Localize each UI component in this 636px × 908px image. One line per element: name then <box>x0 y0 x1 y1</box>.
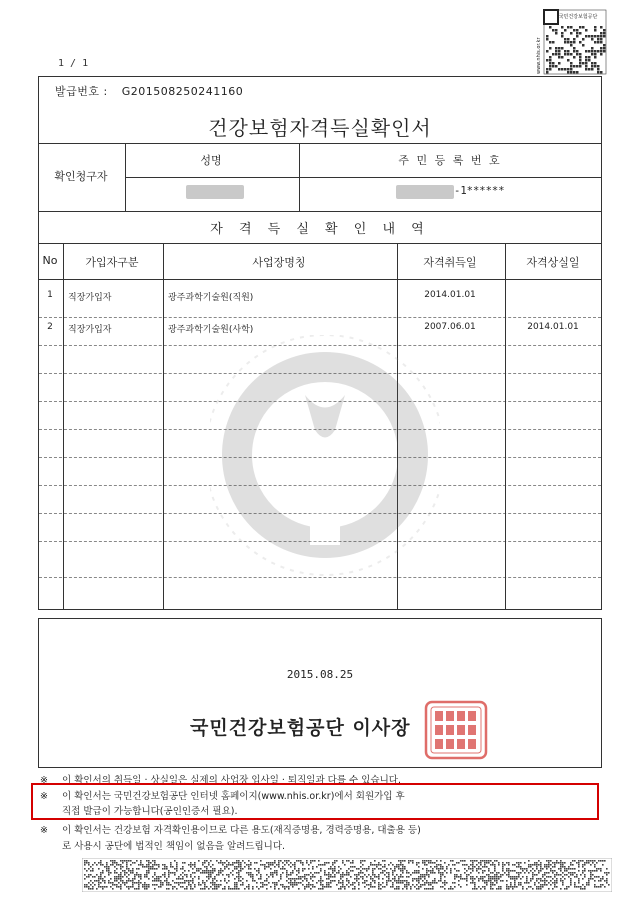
row2-company: 광주과학기술원(사학) <box>168 325 254 335</box>
col-header-no: No <box>42 254 58 267</box>
highlight-box <box>31 783 599 820</box>
note-3 <box>40 822 421 836</box>
signature-box <box>38 618 602 768</box>
document-title: 건강보험자격득실확인서 <box>208 116 432 140</box>
row2-no: 2 <box>47 322 53 332</box>
row1-no: 1 <box>47 290 53 300</box>
page-number: 1 / 1 <box>58 58 89 69</box>
qr-caption: 국민건강보험공단 <box>558 14 598 20</box>
col-header-lost: 자격상실일 <box>526 256 580 269</box>
official-seal <box>420 700 492 760</box>
col-header-company: 사업장명칭 <box>252 256 306 269</box>
qr-url: www.nhis.or.kr <box>536 37 542 74</box>
note-2-mark: ※ <box>40 791 48 802</box>
document-barcode <box>82 858 612 892</box>
rrn-value: -1****** <box>454 185 505 197</box>
note-3-text-line1: 이 확인서는 건강보험 자격확인용이므로 다른 용도(재직증명용, 경력증명용, 대출용 등) <box>62 825 421 836</box>
rrn-header: 주 민 등 록 번 호 <box>398 154 502 167</box>
row1-company: 광주과학기술원(직원) <box>168 293 254 303</box>
requester-label: 확인청구자 <box>54 170 108 183</box>
issue-number-label: 발급번호 : <box>55 85 108 98</box>
issue-number-value: G201508250241160 <box>121 85 244 98</box>
row2-acquired: 2007.06.01 <box>424 322 476 332</box>
col-header-acquired: 자격취득일 <box>423 256 477 269</box>
redacted-rrn <box>396 185 454 199</box>
note-3-mark: ※ <box>40 825 48 836</box>
note-2-line2: 직접 발급이 가능합니다(공인인증서 필요). <box>62 806 238 817</box>
row2-lost: 2014.01.01 <box>527 322 579 332</box>
row1-type: 직장가입자 <box>68 293 112 303</box>
issue-date: 2015.08.25 <box>286 668 354 681</box>
verification-code <box>530 8 608 76</box>
section-title: 자 격 득 실 확 인 내 역 <box>210 222 430 237</box>
note-2-text-line1: 이 확인서는 국민건강보험공단 인터넷 홈페이지(www.nhis.or.kr)에서 회원가입 후 <box>62 791 405 802</box>
redacted-name <box>186 185 244 199</box>
row2-type: 직장가입자 <box>68 325 112 335</box>
row1-acquired: 2014.01.01 <box>424 290 476 300</box>
note-1-mark: ※ <box>40 775 48 786</box>
name-header: 성명 <box>200 154 222 167</box>
nhis-watermark-emblem <box>210 335 440 615</box>
note-1-text: 이 확인서의 취득일 · 상실일은 실제의 사업장 입사일 · 퇴직일과 다를 수 있습니다. <box>62 775 401 786</box>
issuer-signature: 국민건강보험공단 이사장 <box>190 717 411 739</box>
col-header-type: 가입자구분 <box>85 256 139 269</box>
redacted-barcode-left <box>30 858 80 892</box>
issue-number-line <box>55 83 243 99</box>
note-3-line2: 로 사용시 공단에 법적인 책임이 없음을 알려드립니다. <box>62 841 286 852</box>
